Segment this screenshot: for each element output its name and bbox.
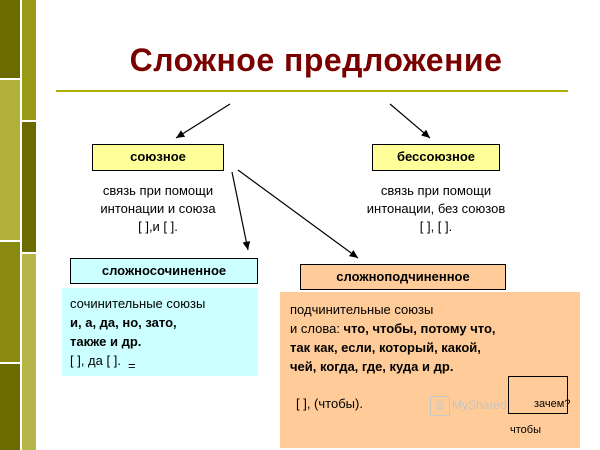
caption-bessoyuznoe [330, 182, 542, 236]
caption-soyuznoe-scheme: [ ],и [ ]. [138, 219, 178, 234]
panel-right-line2 [290, 319, 570, 338]
conjunction-label: чтобы [510, 424, 541, 436]
caption-soyuznoe-line1: связь при помощи [102, 183, 214, 198]
panel-left-line2: и, а, да, но, зато, [70, 315, 177, 330]
caption-bessoyuznoe-scheme: [ ], [ ]. [419, 219, 453, 234]
panel-right-line3: так как, если, который, какой, [290, 340, 481, 355]
panel-slozhnosochinennoe [62, 288, 258, 376]
node-soyuznoe[interactable]: союзное [92, 144, 224, 171]
caption-bessoyuznoe-line2: интонации, без союзов [366, 201, 506, 216]
panel-left-line1: сочинительные союзы [70, 296, 206, 311]
node-slozhnopodchinennoe[interactable]: сложноподчиненное [300, 264, 506, 290]
caption-bessoyuznoe-line1: связь при помощи [380, 183, 492, 198]
panel-left-scheme: [ ], да [ ]. [70, 353, 121, 368]
node-slozhnosochinennoe[interactable]: сложносочиненное [70, 258, 258, 284]
page-title: Сложное предложение [129, 42, 503, 78]
watermark-text: MyShared [452, 398, 507, 412]
panel-right-line2-bold: что, чтобы, потому что, [339, 321, 496, 336]
node-bessoyuznoe[interactable]: бессоюзное [372, 144, 500, 171]
panel-right-line2-plain: и слова: [290, 321, 340, 336]
panel-right-line1: подчинительные союзы [290, 302, 434, 317]
panel-left-equals: = [128, 358, 136, 373]
panel-right-scheme: [ ], (чтобы). [296, 396, 363, 411]
question-label: зачем? [534, 398, 571, 410]
caption-soyuznoe [44, 182, 272, 236]
chart-icon: ▥ [430, 396, 450, 416]
caption-soyuznoe-line2: интонации и союза [100, 201, 216, 216]
panel-left-line3: также и др. [70, 334, 142, 349]
panel-right-line4: чей, когда, где, куда и др. [290, 359, 454, 374]
